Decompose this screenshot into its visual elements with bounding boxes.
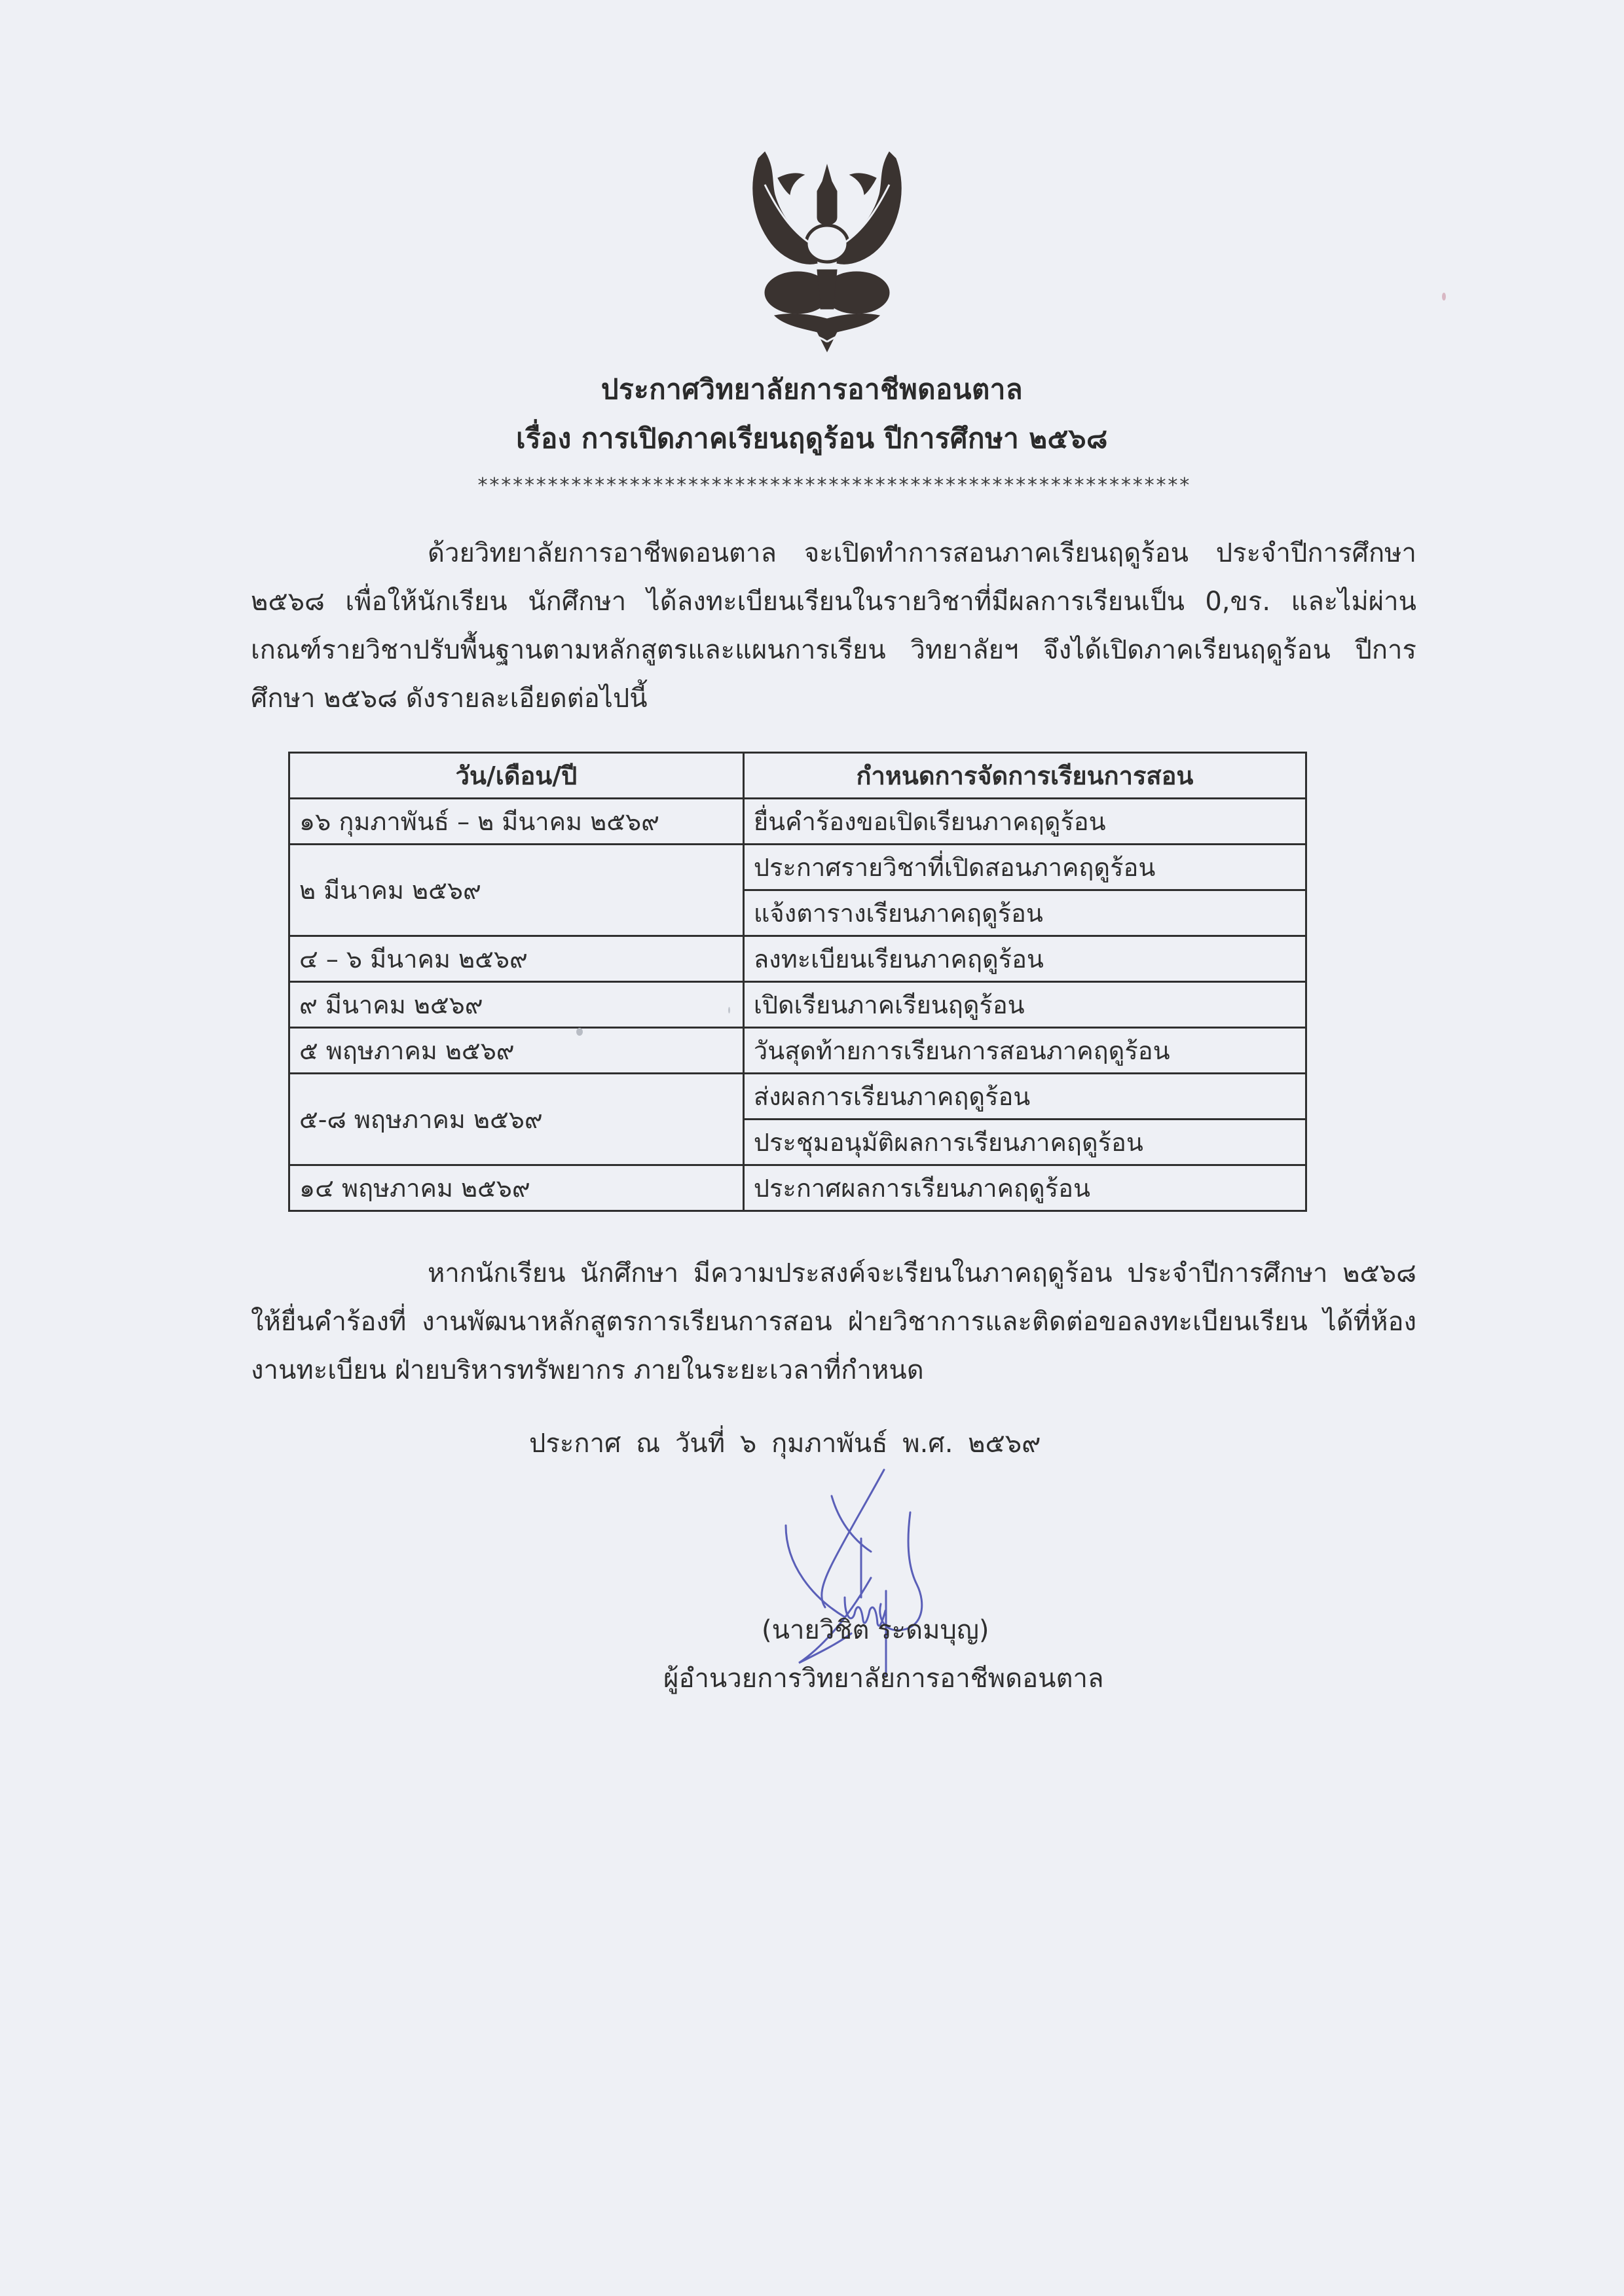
header-date: วัน/เดือน/ปี: [289, 753, 744, 799]
table-row: [289, 845, 1306, 890]
activity-cell: วันสุดท้ายการเรียนการสอนภาคฤดูร้อน: [743, 1028, 1306, 1074]
date-cell: ๒ มีนาคม ๒๕๖๙: [289, 845, 744, 936]
closing-paragraph: [251, 1249, 1416, 1394]
date-cell: ๑๔ พฤษภาคม ๒๕๖๙: [289, 1165, 744, 1211]
paper-speck: [1442, 293, 1446, 301]
table-row: [289, 1074, 1306, 1120]
activity-cell: ส่งผลการเรียนภาคฤดูร้อน: [743, 1074, 1306, 1120]
activity-cell: ประกาศผลการเรียนภาคฤดูร้อน: [743, 1165, 1306, 1211]
announcement-date: ประกาศ ณ วันที่ ๖ กุมภาพันธ์ พ.ศ. ๒๕๖๙: [529, 1429, 1041, 1459]
table-row: [289, 1165, 1306, 1211]
table-row: [289, 936, 1306, 982]
table-row: [289, 799, 1306, 845]
date-cell: ๔ – ๖ มีนาคม ๒๕๖๙: [289, 936, 744, 982]
separator-line: *************************************************************: [477, 474, 1190, 497]
signer-title: ผู้อำนวยการวิทยาลัยการอาชีพดอนตาล: [663, 1664, 1104, 1694]
table-row: [289, 982, 1306, 1028]
header-activity: กำหนดการจัดการเรียนการสอน: [743, 753, 1306, 799]
paper-speck: [576, 1028, 583, 1036]
date-cell: ๕-๘ พฤษภาคม ๒๕๖๙: [289, 1074, 744, 1165]
date-cell: ๕ พฤษภาคม ๒๕๖๙: [289, 1028, 744, 1074]
intro-paragraph: [251, 529, 1416, 723]
activity-cell: เปิดเรียนภาคเรียนฤดูร้อน: [743, 982, 1306, 1028]
activity-cell: ประกาศรายวิชาที่เปิดสอนภาคฤดูร้อน: [743, 845, 1306, 890]
signer-name: (นายวิชิต ระดมบุญ): [762, 1615, 989, 1645]
announcement-title: ประกาศวิทยาลัยการอาชีพดอนตาล: [600, 373, 1024, 405]
schedule-table: [288, 752, 1307, 1212]
closing-paragraph-text: หากนักเรียน นักศึกษา มีความประสงค์จะเรียนในภาคฤดูร้อน ประจำปีการศึกษา ๒๕๖๘ ให้ยื่นคำร้องที่ งานพัฒนาหลักสูตรการเรียนการสอน ฝ่ายวิชาการและติดต่อขอลงทะเบียนเรียน ได้ที่ห้องงานทะเบียน ฝ่ายบริหารทรัพยากร ภายในระยะเวลาที่กำหนด: [251, 1258, 1416, 1385]
signature-icon: [747, 1467, 1008, 1683]
table-row: [289, 1028, 1306, 1074]
announcement-subject: เรื่อง การเปิดภาคเรียนฤดูร้อน ปีการศึกษา ๒๕๖๘: [516, 422, 1108, 454]
date-cell: ๑๖ กุมภาพันธ์ – ๒ มีนาคม ๒๕๖๙: [289, 799, 744, 845]
paper-speck: [728, 1007, 730, 1013]
table-header-row: [289, 753, 1306, 799]
activity-cell: ลงทะเบียนเรียนภาคฤดูร้อน: [743, 936, 1306, 982]
intro-paragraph-text: ด้วยวิทยาลัยการอาชีพดอนตาล จะเปิดทำการสอนภาคเรียนฤดูร้อน ประจำปีการศึกษา ๒๕๖๘ เพื่อให้นักเรียน นักศึกษา ได้ลงทะเบียนเรียนในรายวิชาที่มีผลการเรียนเป็น 0,ขร. และไม่ผ่านเกณฑ์รายวิชาปรับพื้นฐานตามหลักสูตรและแผนการเรียน วิทยาลัยฯ จึงได้เปิดภาคเรียนฤดูร้อน ปีการศึกษา ๒๕๖๘ ดังรายละเอียดต่อไปนี้: [251, 538, 1416, 714]
activity-cell: แจ้งตารางเรียนภาคฤดูร้อน: [743, 890, 1306, 936]
garuda-emblem-icon: [745, 145, 909, 356]
activity-cell: ยื่นคำร้องขอเปิดเรียนภาคฤดูร้อน: [743, 799, 1306, 845]
date-cell: ๙ มีนาคม ๒๕๖๙: [289, 982, 744, 1028]
activity-cell: ประชุมอนุมัติผลการเรียนภาคฤดูร้อน: [743, 1120, 1306, 1165]
